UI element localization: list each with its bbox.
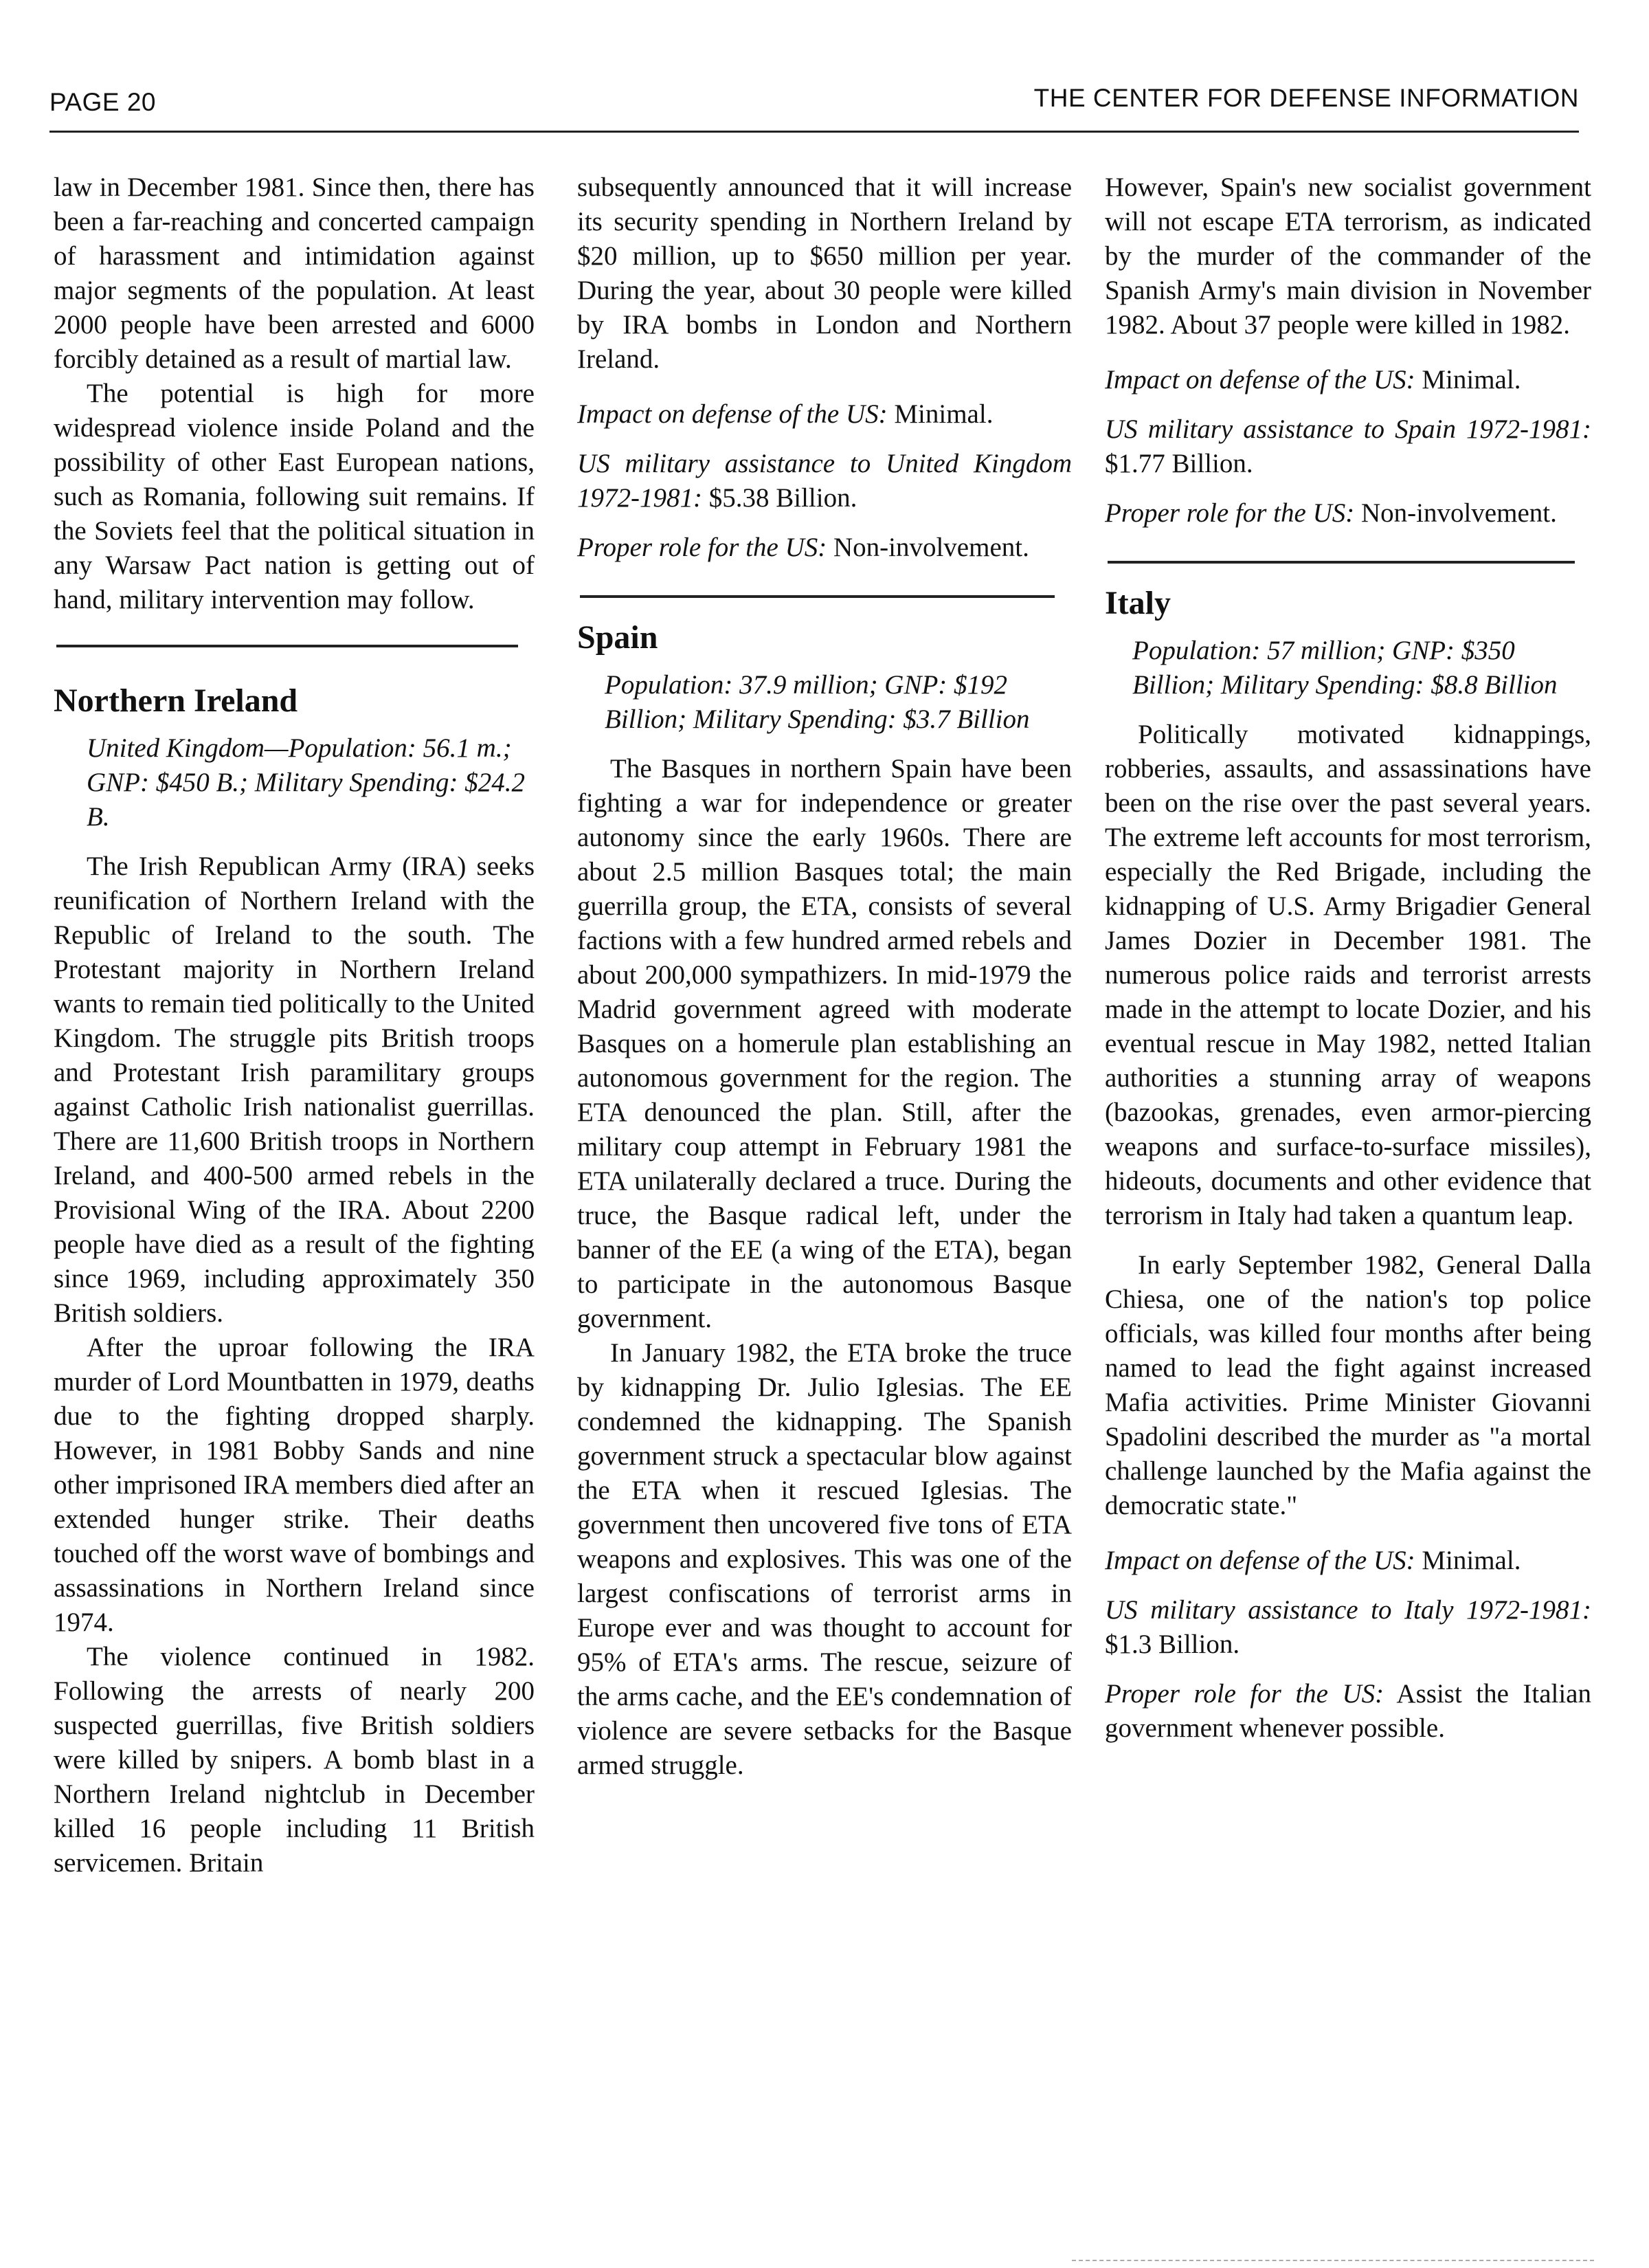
assistance-label: US military assistance to Italy 1972-1981: <box>1105 1595 1591 1625</box>
impact-label: Impact on defense of the US: <box>577 399 888 429</box>
assistance-value: $1.77 Billion. <box>1105 449 1253 478</box>
role-value: Assist the Italian government whenever possible. <box>1105 1679 1591 1743</box>
column-1 <box>54 170 535 1880</box>
italy-assistance <box>1105 1593 1591 1662</box>
section-title-italy: Italy <box>1105 585 1171 621</box>
assistance-label: US military assistance to United Kingdom 1972-1981: <box>577 449 1072 513</box>
italy-paragraph-2: In early September 1982, General Dalla Chiesa, one of the nation's top police officials, was killed four months after being named to lead the fight against increased Mafia activities. Prime Minister Giovanni Spadolini described the murder as "a mortal challenge launched by the Mafia against the democratic state." <box>1105 1250 1591 1520</box>
assistance-value: $1.3 Billion. <box>1105 1630 1240 1659</box>
northern-ireland-paragraph-3: The violence continued in 1982. Following the arrests of nearly 200 suspected guerrillas, five British soldiers were killed by snipers. A bomb blast in a Northern Ireland nightclub in December killed 16 people including 11 British servicemen. Britain <box>54 1642 535 1878</box>
spain-role <box>1105 496 1591 531</box>
section-divider <box>56 645 518 647</box>
scan-edge-line <box>1072 2260 1594 2261</box>
publisher-name: THE CENTER FOR DEFENSE INFORMATION <box>1033 84 1579 112</box>
page-number: PAGE 20 <box>49 88 157 116</box>
northern-ireland-role <box>577 531 1072 565</box>
italy-role <box>1105 1677 1591 1746</box>
assistance-value: $5.38 Billion. <box>708 483 857 513</box>
section-divider <box>580 595 1055 598</box>
spain-assistance <box>1105 412 1591 481</box>
role-value: Non-involvement. <box>833 533 1029 562</box>
italy-impact <box>1105 1544 1591 1578</box>
impact-value: Minimal. <box>1422 1546 1521 1575</box>
role-value: Non-involvement. <box>1360 498 1557 528</box>
spain-paragraph-3: However, Spain's new socialist government will not escape ETA terrorism, as indicated by the murder of the commander of the Spanish Army's main division in November 1982. About 37 people were killed in 1982. <box>1105 173 1591 340</box>
northern-ireland-paragraph-1: The Irish Republican Army (IRA) seeks reunification of Northern Ireland with the Republic of Ireland to the south. The Protestant majority in Northern Ireland wants to remain tied politically to the United Kingdom. The struggle pits British troops and Protestant Irish paramilitary groups against Catholic Irish nationalist guerrillas. There are 11,600 British troops in Northern Ireland, and 400-500 armed rebels in the Provisional Wing of the IRA. About 2200 people have died as a result of the fighting since 1969, including approximately 350 British soldiers. <box>54 852 535 1328</box>
northern-ireland-impact <box>577 397 1072 432</box>
spain-impact <box>1105 363 1591 397</box>
impact-value: Minimal. <box>1422 365 1521 394</box>
poland-paragraph-1: law in December 1981. Since then, there has been a far-reaching and concerted campaign of harassment and intimidation against major segments of the population. At least 2000 people have been arrested and 6000 forcibly detained as a result of martial law. <box>54 173 535 374</box>
impact-label: Impact on defense of the US: <box>1105 1546 1415 1575</box>
column-2 <box>577 170 1072 1783</box>
spain-paragraph-2: In January 1982, the ETA broke the truce by kidnapping Dr. Julio Iglesias. The EE condemned the kidnapping. The Spanish government struck a spectacular blow against the ETA when it rescued Iglesias. The government then uncovered five tons of ETA weapons and explosives. This was one of the largest confiscations of terrorist arms in Europe ever and was thought to account for 95% of ETA's arms. The rescue, seizure of the arms cache, and the EE's condemnation of violence are severe setbacks for the Basque armed struggle. <box>577 1338 1072 1780</box>
impact-value: Minimal. <box>894 399 994 429</box>
northern-ireland-assistance <box>577 447 1072 515</box>
northern-ireland-paragraph-2: After the uproar following the IRA murder of Lord Mountbatten in 1979, deaths due to the fighting dropped sharply. However, in 1981 Bobby Sands and nine other imprisoned IRA members died after an extended hunger strike. Their deaths touched off the worst wave of bombings and assassinations in Northern Ireland since 1974. <box>54 1333 535 1637</box>
section-title-spain: Spain <box>577 619 658 656</box>
role-label: Proper role for the US: <box>577 533 827 562</box>
assistance-label: US military assistance to Spain 1972-1981: <box>1105 414 1591 444</box>
section-divider <box>1108 561 1575 564</box>
poland-paragraph-2: The potential is high for more widespread violence inside Poland and the possibility of other East European nations, such as Romania, following suit remains. If the Soviets feel that the political situation in any Warsaw Pact nation is getting out of hand, military intervention may follow. <box>54 379 535 614</box>
section-title-northern-ireland: Northern Ireland <box>54 682 298 719</box>
impact-label: Impact on defense of the US: <box>1105 365 1415 394</box>
northern-ireland-stats: United Kingdom—Population: 56.1 m.; GNP: $450 B.; Military Spending: $24.2 B. <box>87 733 525 832</box>
spain-paragraph-1: The Basques in northern Spain have been fighting a war for independence or greater autonomy since the early 1960s. There are about 2.5 million Basques total; the main guerrilla group, the ETA, consists of several factions with a few hundred armed rebels and about 200,000 sympathizers. In mid-1979 the Madrid government agreed with moderate Basques on a homerule plan establishing an autonomous government for the region. The ETA denounced the plan. Still, after the military coup attempt in February 1981 the ETA unilaterally declared a truce. During the truce, the Basque radical left, under the banner of the EE (a wing of the ETA), began to participate in the autonomous Basque government. <box>577 754 1072 1333</box>
page-header <box>49 84 1579 133</box>
column-3 <box>1105 170 1591 1746</box>
northern-ireland-paragraph-4: subsequently announced that it will increase its security spending in Northern Ireland by $20 million, up to $650 million per year. During the year, about 30 people were killed by IRA bombs in London and Northern Ireland. <box>577 173 1072 374</box>
spain-stats: Population: 37.9 million; GNP: $192 Billion; Military Spending: $3.7 Billion <box>605 670 1030 734</box>
italy-paragraph-1: Politically motivated kidnappings, robberies, assaults, and assassinations have been on the rise over the past several years. The extreme left accounts for most terrorism, especially the Red Brigade, including the kidnapping of U.S. Army Brigadier General James Dozier in December 1981. The numerous police raids and terrorist arrests made in the attempt to locate Dozier, and his eventual rescue in May 1982, netted Italian authorities a stunning array of weapons (bazookas, grenades, even armor-piercing weapons and surface-to-surface missiles), hideouts, documents and other evidence that terrorism in Italy had taken a quantum leap. <box>1105 720 1591 1230</box>
role-label: Proper role for the US: <box>1105 498 1355 528</box>
role-label: Proper role for the US: <box>1105 1679 1384 1709</box>
italy-stats: Population: 57 million; GNP: $350 Billion; Military Spending: $8.8 Billion <box>1132 636 1558 700</box>
